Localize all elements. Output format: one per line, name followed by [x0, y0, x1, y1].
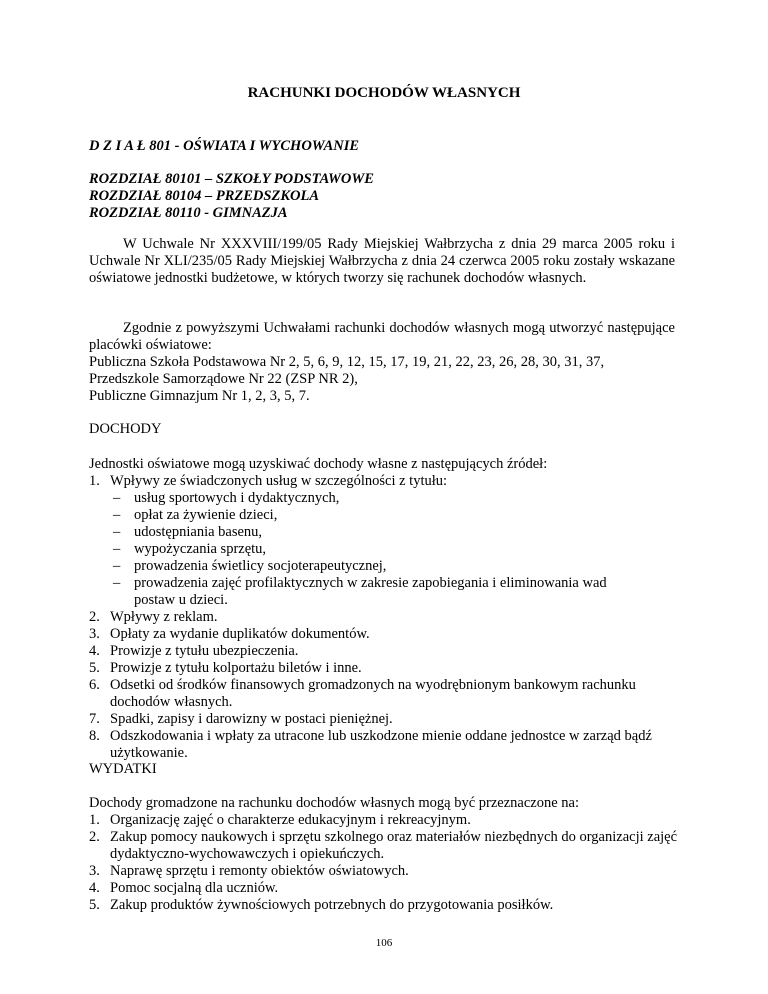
placowki-list: [89, 354, 689, 405]
list-text: Wpływy ze świadczonych usług w szczególności z tytułu:: [110, 473, 448, 489]
dochody-list: [89, 473, 679, 762]
dash-bullet: –: [113, 575, 121, 591]
zgodnie-paragraph: Zgodnie z powyższymi Uchwałami rachunki dochodów własnych mogą utworzyć następujące placówki oświatowe:: [89, 320, 675, 353]
dash-bullet: –: [113, 507, 121, 523]
list-item: 7. Spadki, zapisy i darowizny w postaci pieniężnej.: [89, 711, 393, 727]
wydatki-heading: WYDATKI: [89, 761, 157, 777]
wydatki-list: [89, 812, 679, 914]
list-item: 4. Prowizje z tytułu ubezpieczenia.: [89, 643, 299, 659]
sublist-item: – wypożyczania sprzętu,: [113, 541, 267, 557]
wydatki-intro: Dochody gromadzone na rachunku dochodów własnych mogą być przeznaczone na:: [89, 795, 579, 811]
sublist-item: – usług sportowych i dydaktycznych,: [113, 490, 340, 506]
list-item: 3. Opłaty za wydanie duplikatów dokumentów.: [89, 626, 370, 642]
sublist-item: – prowadzenia świetlicy socjoterapeutycznej,: [113, 558, 387, 574]
rozdzialy-list: [89, 171, 374, 222]
list-item: 1. Organizację zajęć o charakterze edukacyjnym i rekreacyjnym.: [89, 812, 471, 828]
dochody-sublist: [89, 490, 679, 609]
page-number: 106: [375, 937, 393, 949]
list-item: 8. Odszkodowania i wpłaty za utracone lub uszkodzone mienie oddane jednostce w zarząd bądź użytkowanie.: [89, 728, 652, 761]
dzial-heading: D Z I A Ł 801 - OŚWIATA I WYCHOWANIE: [89, 138, 360, 154]
sublist-item: – prowadzenia zajęć profilaktycznych w zakresie zapobiegania i eliminowania wad postaw u dzieci.: [113, 575, 607, 608]
dash-bullet: –: [113, 541, 121, 557]
rozdzial-item: ROZDZIAŁ 80110 - GIMNAZJA: [89, 205, 288, 221]
dash-bullet: –: [113, 524, 121, 540]
list-number: 1.: [89, 473, 100, 489]
dochody-section: [89, 456, 679, 762]
dash-bullet: –: [113, 490, 121, 506]
placowka-item: Publiczne Gimnazjum Nr 1, 2, 3, 5, 7.: [89, 388, 310, 404]
wydatki-section: [89, 795, 679, 914]
sublist-item: – udostępniania basenu,: [113, 524, 263, 540]
list-item: 2. Wpływy z reklam.: [89, 609, 218, 625]
rozdzial-item: ROZDZIAŁ 80104 – PRZEDSZKOLA: [89, 188, 319, 204]
list-item: 5. Zakup produktów żywnościowych potrzebnych do przygotowania posiłków.: [89, 897, 554, 913]
placowka-item: Przedszkole Samorządowe Nr 22 (ZSP NR 2),: [89, 371, 358, 387]
rozdzial-item: ROZDZIAŁ 80101 – SZKOŁY PODSTAWOWE: [89, 171, 374, 187]
intro-paragraph: W Uchwale Nr XXXVIII/199/05 Rady Miejskiej Wałbrzycha z dnia 29 marca 2005 roku i Uchwale Nr XLI/235/05 Rady Miejskiej Wałbrzycha z dnia 24 czerwca 2005 roku zostały wskazane oświatowe jednostki budżetowe, w których tworzy się rachunek dochodów własnych.: [89, 236, 675, 286]
list-item: 2. Zakup pomocy naukowych i sprzętu szkolnego oraz materiałów niezbędnych do organizacji zajęć dydaktyczno-wychowawczych i opiekuńczych.: [89, 829, 678, 862]
placowka-item: Publiczna Szkoła Podstawowa Nr 2, 5, 6, 9, 12, 15, 17, 19, 21, 22, 23, 26, 28, 30, 31, 37,: [89, 354, 605, 370]
list-item: 3. Naprawę sprzętu i remonty obiektów oświatowych.: [89, 863, 409, 879]
dochody-intro: Jednostki oświatowe mogą uzyskiwać dochody własne z następujących źródeł:: [89, 456, 548, 472]
document-title: RACHUNKI DOCHODÓW WŁASNYCH: [247, 85, 521, 101]
list-item: 5. Prowizje z tytułu kolportażu biletów i inne.: [89, 660, 362, 676]
sublist-item: – opłat za żywienie dzieci,: [113, 507, 278, 523]
dash-bullet: –: [113, 558, 121, 574]
list-item: 4. Pomoc socjalną dla uczniów.: [89, 880, 279, 896]
dochody-heading: DOCHODY: [89, 421, 162, 437]
list-item: 6. Odsetki od środków finansowych gromadzonych na wyodrębnionym bankowym rachunku dochodów własnych.: [89, 677, 636, 710]
list-item: [89, 473, 679, 609]
